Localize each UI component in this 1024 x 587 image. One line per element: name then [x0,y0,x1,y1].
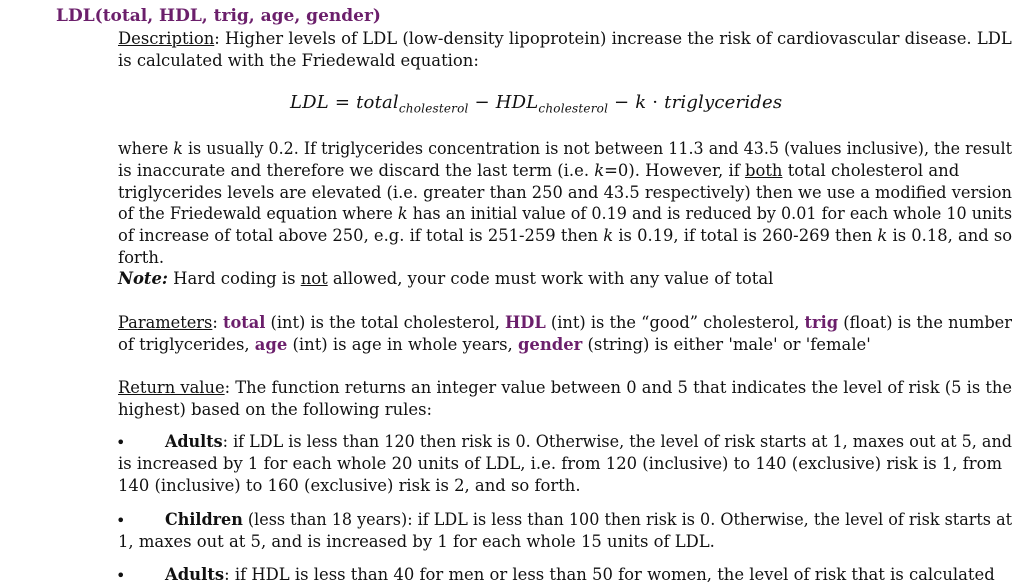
param-total: total [222,313,266,332]
bullet-1-line-2: is increased by 1 for each whole 20 units of LDL, i.e. from 120 (inclusive) to 140 (exclusive) risk is 1, from [118,454,1002,473]
where-line-6: forth. [118,248,165,267]
bullet-1-line-3: 140 (inclusive) to 160 (exclusive) risk is 2, and so forth. [118,476,581,495]
note-line: Note: Hard coding is not allowed, your code must work with any value of total [118,269,774,288]
bullet-2-line-2: 1, maxes out at 5, and is increased by 1 for each whole 15 units of LDL. [118,532,715,551]
parameters-label: Parameters [118,313,213,332]
bullet-3-line-1: Adults: if HDL is less than 40 for men or less than 50 for women, the level of risk that is calculated [165,565,995,584]
param-age: age [254,335,288,354]
param-trig: trig [804,313,839,332]
bullet-marker: • [116,511,126,530]
where-line-1: where k is usually 0.2. If triglycerides concentration is not between 11.3 and 43.5 (values inclusive), the result [118,139,1012,158]
param-hdl: HDL [504,313,546,332]
bullet-marker: • [116,433,126,452]
parameters-line-1: Parameters: total (int) is the total cholesterol, HDL (int) is the “good” cholesterol, trig (float) is the number [118,313,1013,332]
where-line-3: triglycerides levels are elevated (i.e. greater than 250 and 43.5 respectively) then we use a modified version [118,183,1012,202]
where-line-2: is inaccurate and therefore we discard the last term (i.e. k=0). However, if both total cholesterol and [118,161,960,180]
return-line-1: Return value: The function returns an integer value between 0 and 5 that indicates the level of risk (5 is the [118,378,1013,397]
description-line-1: Description: Higher levels of LDL (low-density lipoprotein) increase the risk of cardiovascular disease. LDL [118,29,1012,48]
description-label: Description [118,29,215,48]
bullet-marker: • [116,566,126,585]
note-label: Note: [118,269,168,288]
bullet-1-line-1: Adults: if LDL is less than 120 then risk is 0. Otherwise, the level of risk starts at 1, maxes out at 5, and [165,432,1012,451]
function-title: LDL(total, HDL, trig, age, gender) [56,6,381,26]
friedewald-equation: LDL = total$_{cholesterol}$ − $HDL_{cholesterol} - k$ · triglycerides [290,92,783,116]
description-line-2: is calculated with the Friedewald equation: [118,51,479,70]
where-line-5: of increase of total above 250, e.g. if total is 251-259 then k is 0.19, if total is 260-269 then k is 0.18, and so [118,226,1013,245]
where-line-4: of the Friedewald equation where k has an initial value of 0.19 and is reduced by 0.01 for each whole 10 units [118,204,1013,223]
parameters-line-2: of triglycerides, age (int) is age in whole years, gender (string) is either 'male' or 'female' [118,335,871,354]
bullet-2-line-1: Children (less than 18 years): if LDL is less than 100 then risk is 0. Otherwise, the level of risk starts at [165,510,1013,529]
return-line-2: highest) based on the following rules: [118,400,432,419]
return-value-label: Return value [118,378,225,397]
param-gender: gender [517,335,583,354]
